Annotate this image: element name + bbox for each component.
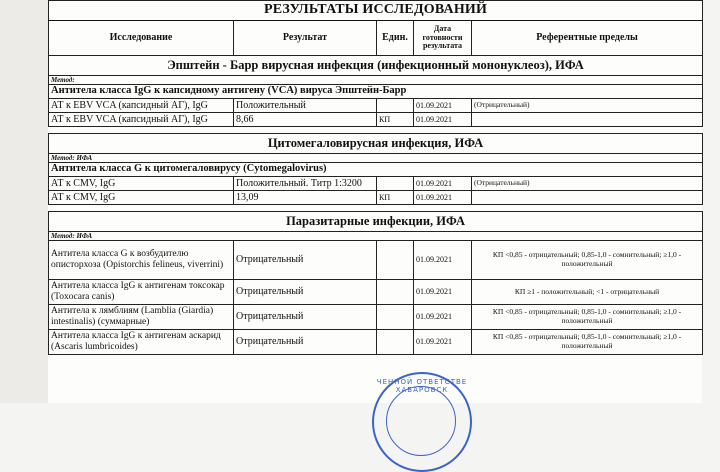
table-row [49, 99, 703, 113]
cell-date: 01.09.2021 [414, 177, 472, 191]
method-label: Метод: ИФА [49, 154, 703, 163]
cell-date: 01.09.2021 [414, 241, 472, 280]
method-label: Метод: ИФА [49, 232, 703, 241]
cell-study: Антитела к лямблиям (Lamblia (Giardia) intestinalis) (суммарные) [49, 305, 234, 330]
cell-unit [377, 330, 414, 355]
cell-date: 01.09.2021 [414, 280, 472, 305]
table-row [49, 191, 703, 205]
results-table [48, 0, 703, 355]
cell-date: 01.09.2021 [414, 330, 472, 355]
cell-unit: КП [377, 191, 414, 205]
official-stamp [372, 372, 472, 472]
col-header-date: Дата готовности результата [414, 21, 472, 56]
cell-study: Антитела класса IgG к антигенам токсокар (Toxocara canis) [49, 280, 234, 305]
cell-ref: КП <0,85 - отрицательный; 0,85-1,0 - сомнительный; ≥1,0 - положительный [472, 330, 703, 355]
cell-study: Антитела класса G к возбудителю описторхоза (Opistorchis felineus, viverrini) [49, 241, 234, 280]
cell-date: 01.09.2021 [414, 99, 472, 113]
stamp-inner-ring [386, 386, 456, 456]
cell-unit [377, 280, 414, 305]
cell-unit [377, 305, 414, 330]
spacer [49, 205, 703, 212]
cell-ref [472, 113, 703, 127]
cell-result: Отрицательный [234, 305, 377, 330]
cell-result: Положительный [234, 99, 377, 113]
cell-ref: КП <0,85 - отрицательный; 0,85-1,0 - сомнительный; ≥1,0 - положительный [472, 305, 703, 330]
cell-date: 01.09.2021 [414, 191, 472, 205]
subsection-title: Антитела класса IgG к капсидному антигену (VCA) вируса Эпштейн-Барр [49, 85, 703, 99]
cell-ref: КП <0,85 - отрицательный; 0,85-1,0 - сомнительный; ≥1,0 - положительный [472, 241, 703, 280]
cell-study: АТ к EBV VCA (капсидный АГ), IgG [49, 113, 234, 127]
cell-result: Положительный. Титр 1:3200 [234, 177, 377, 191]
cell-result: Отрицательный [234, 280, 377, 305]
table-row [49, 280, 703, 305]
cell-study: АТ к EBV VCA (капсидный АГ), IgG [49, 99, 234, 113]
section-title-parasites: Паразитарные инфекции, ИФА [49, 212, 703, 232]
page-title: РЕЗУЛЬТАТЫ ИССЛЕДОВАНИЙ [49, 1, 703, 21]
results-document [48, 0, 702, 403]
cell-result: 13,09 [234, 191, 377, 205]
cell-ref: (Отрицательный) [472, 177, 703, 191]
cell-ref: КП ≥1 - положительный; <1 - отрицательный [472, 280, 703, 305]
col-header-ref: Референтные пределы [472, 21, 703, 56]
cell-unit [377, 177, 414, 191]
table-row [49, 305, 703, 330]
cell-ref: (Отрицательный) [472, 99, 703, 113]
cell-result: Отрицательный [234, 330, 377, 355]
table-row [49, 113, 703, 127]
table-row [49, 241, 703, 280]
cell-study: АТ к CMV, IgG [49, 177, 234, 191]
cell-study: Антитела класса IgG к антигенам аскарид (Ascaris lumbricoides) [49, 330, 234, 355]
cell-result: 8,66 [234, 113, 377, 127]
cell-unit: КП [377, 113, 414, 127]
cell-date: 01.09.2021 [414, 113, 472, 127]
col-header-unit: Един. [377, 21, 414, 56]
cell-unit [377, 99, 414, 113]
method-label: Метод: [49, 76, 703, 85]
cell-result: Отрицательный [234, 241, 377, 280]
section-title-cmv: Цитомегаловирусная инфекция, ИФА [49, 134, 703, 154]
stamp-text: ЧЕННОЙ ОТВЕТСТВЕ ХАБАРОВСК [376, 378, 468, 394]
cell-date: 01.09.2021 [414, 305, 472, 330]
table-row [49, 330, 703, 355]
table-row [49, 177, 703, 191]
page-background-left [0, 0, 48, 403]
subsection-title: Антитела класса G к цитомегаловирусу (Cytomegalovirus) [49, 163, 703, 177]
cell-study: АТ к CMV, IgG [49, 191, 234, 205]
spacer [49, 127, 703, 134]
cell-ref [472, 191, 703, 205]
section-title-ebv: Эпштейн - Барр вирусная инфекция (инфекционный мононуклеоз), ИФА [49, 56, 703, 76]
col-header-result: Результат [234, 21, 377, 56]
col-header-study: Исследование [49, 21, 234, 56]
cell-unit [377, 241, 414, 280]
